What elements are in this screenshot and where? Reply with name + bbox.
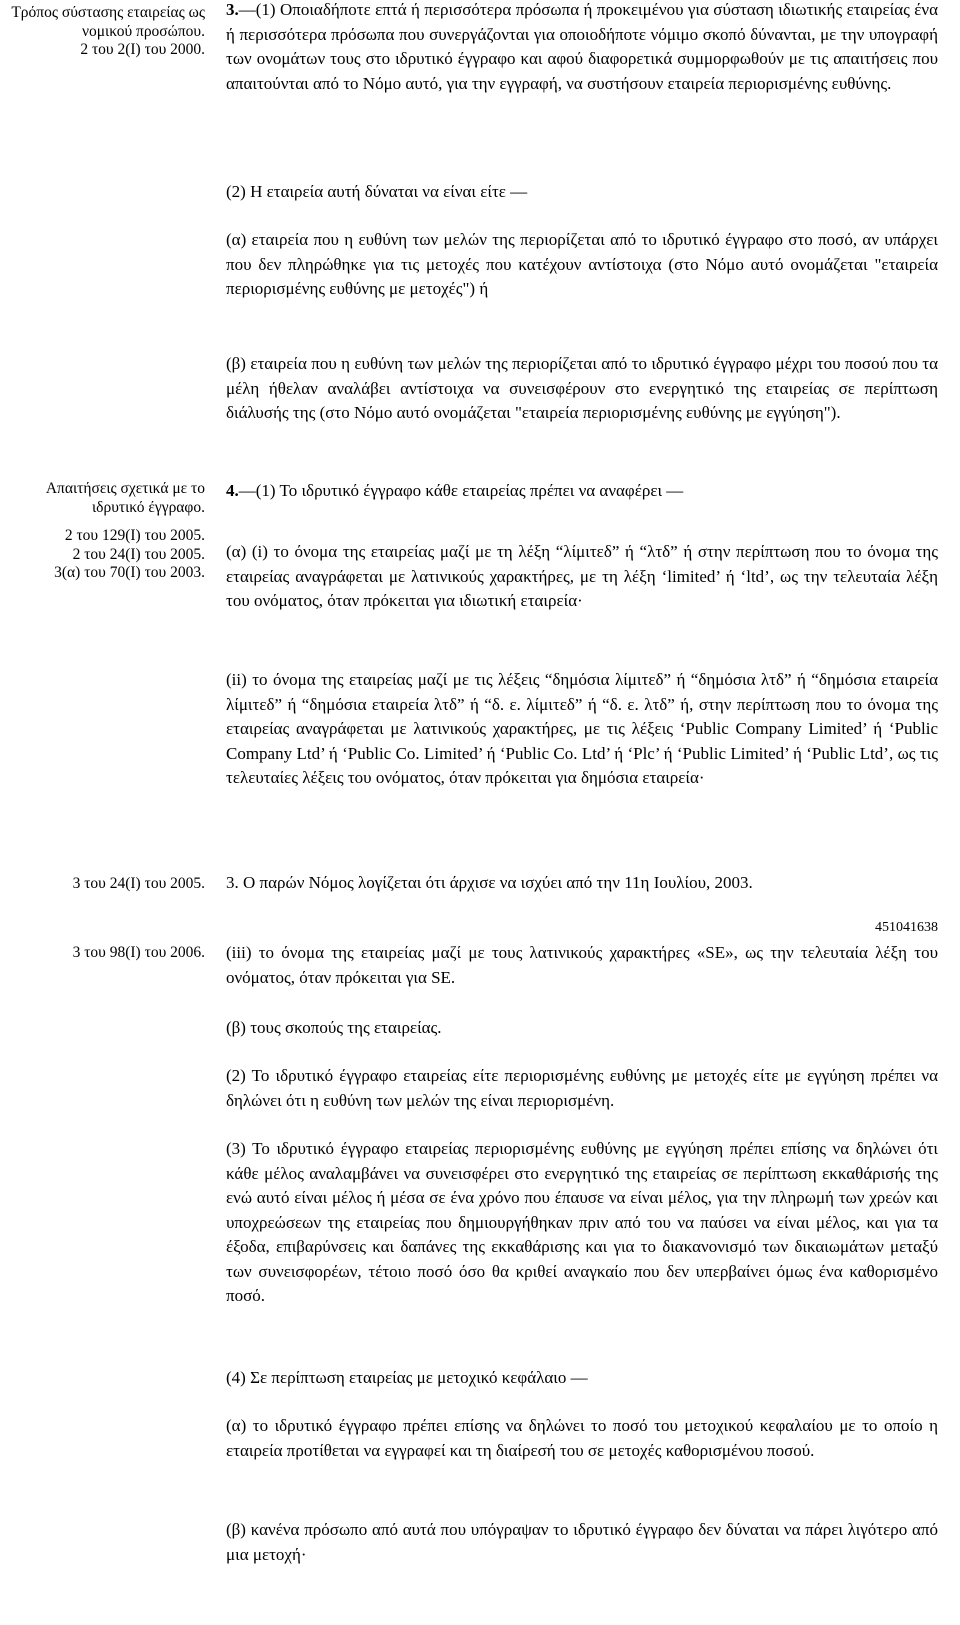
paragraph-text: —(1) Οποιαδήποτε επτά ή περισσότερα πρόσωπα ή προκειμένου για σύσταση ιδιωτικής εταιρείας ένα ή περισσότερα πρόσωπα που συνεργάζονται για οποιοδήποτε νόμιμο σκοπό δύνανται, με την υπογραφή των ονομάτων τους στο ιδρυτικό έγγραφο και αφού διαφορετικά συμμορφωθούν με τις απαιτήσεις που απαιτούνται από το Νόμο αυτό, για την εγγραφή, να συστήσουν εταιρεία περιορισμένης ευθύνης. bbox=[226, 0, 938, 93]
section-3-item-a: (α) εταιρεία που η ευθύνη των μελών της περιορίζεται από το ιδρυτικό έγγραφο στο ποσό, αν υπάρχει που δεν πληρώθηκε για τις μετοχές που κατέχουν αντίστοιχα (στο Νόμο αυτό ονομάζεται "εταιρεία περιορισμένης ευθύνης με μετοχές") ή bbox=[226, 230, 938, 298]
paragraph-text: —(1) Το ιδρυτικό έγγραφο κάθε εταιρείας πρέπει να αναφέρει — bbox=[238, 481, 684, 500]
margin-note-reference: 3(α) του 70(Ι) του 2003. bbox=[54, 564, 205, 581]
section-number: 4. bbox=[226, 481, 239, 500]
section-3-paragraph-2: (2) Η εταιρεία αυτή δύναται να είναι είτε — bbox=[226, 182, 528, 201]
commencement-note: 3. Ο παρών Νόμος λογίζεται ότι άρχισε να ισχύει από την 11η Ιουλίου, 2003. bbox=[226, 873, 753, 892]
section-4-paragraph-2: (2) Το ιδρυτικό έγγραφο εταιρείας είτε περιορισμένης ευθύνης με μετοχές είτε με εγγύηση πρέπει να δηλώνει ότι η ευθύνη των μελών της είναι περιορισμένη. bbox=[226, 1066, 938, 1110]
section-4-item-a-iii: (iii) το όνομα της εταιρείας μαζί με τους λατινικούς χαρακτήρες «SE», ως την τελευταία λέξη του ονόματος, όταν πρόκειται για SE. bbox=[226, 943, 938, 987]
section-3-item-b: (β) εταιρεία που η ευθύνη των μελών της περιορίζεται από το ιδρυτικό έγγραφο μέχρι του ποσού που τα μέλη ήθελαν αναλάβει αντίστοιχα να συνεισφέρουν στο ενεργητικό της εταιρείας σε περίπτωση διάλυσής της (στο Νόμο αυτό ονομάζεται "εταιρεία περιορισμένης ευθύνης με εγγύηση"). bbox=[226, 354, 938, 422]
margin-note-heading: Τρόπος σύστασης εταιρείας ως νομικού προσώπου. bbox=[11, 4, 205, 40]
document-number: 451041638 bbox=[875, 920, 938, 935]
section-4-item-b: (β) τους σκοπούς της εταιρείας. bbox=[226, 1018, 442, 1037]
section-4-paragraph-4-item-b: (β) κανένα πρόσωπο από αυτά που υπόγραψαν το ιδρυτικό έγγραφο δεν δύναται να πάρει λιγότερο από μια μετοχή· bbox=[226, 1520, 938, 1564]
margin-note-company-formation bbox=[0, 4, 205, 60]
margin-note-reference: 2 του 24(Ι) του 2005. bbox=[72, 545, 205, 563]
margin-note-reference: 2 του 2(Ι) του 2000. bbox=[80, 41, 205, 58]
section-4-item-a-ii: (ii) το όνομα της εταιρείας μαζί με τις λέξεις “δημόσια λίμιτεδ” ή “δημόσια λτδ” ή “δημόσια εταιρεία λίμιτεδ” ή “δημόσια εταιρεία λτδ” ή “δ. ε. λίμιτεδ” ή “δ. ε. λτδ” ή, στην περίπτωση που το όνομα της εταιρείας αναγράφεται με λατινικούς χαρακτήρες, με τις λέξεις ‘Public Company Limited’ ή ‘Public Company Ltd’ ή ‘Public Co. Limited’ ή ‘Public Co. Ltd’ ή ‘Plc’ ή ‘Public Limited’ ή ‘Public Ltd’, ως τις τελευταίες λέξεις του ονόματος, όταν πρόκειται για δημόσια εταιρεία· bbox=[226, 670, 938, 787]
margin-note-memorandum-requirements bbox=[0, 480, 205, 583]
section-4-paragraph-1 bbox=[226, 479, 938, 504]
section-3-paragraph-1 bbox=[226, 0, 938, 96]
section-4-paragraph-4-item-a: (α) το ιδρυτικό έγγραφο πρέπει επίσης να δηλώνει το ποσό του μετοχικού κεφαλαίου με το οποίο η εταιρεία προτίθεται να εγγραφεί και τη διαίρεσή του σε μετοχές καθορισμένου ποσού. bbox=[226, 1416, 938, 1460]
margin-note-heading: Απαιτήσεις σχετικά με το ιδρυτικό έγγραφο. bbox=[45, 480, 205, 516]
section-4-paragraph-4: (4) Σε περίπτωση εταιρείας με μετοχικό κεφάλαιο — bbox=[226, 1368, 588, 1387]
margin-note-reference: 3 του 24(Ι) του 2005. bbox=[72, 875, 205, 892]
section-4-item-a-i: (α) (i) το όνομα της εταιρείας μαζί με τη λέξη “λίμιτεδ” ή “λτδ” ή στην περίπτωση που το όνομα της εταιρείας αναγράφεται με λατινικούς χαρακτήρες, με τη λέξη ‘limited’ ή ‘ltd’, ως την τελευταία λέξη του ονόματος, όταν πρόκειται για ιδιωτική εταιρεία· bbox=[226, 542, 938, 610]
margin-note-reference: 3 του 98(Ι) του 2006. bbox=[72, 944, 205, 961]
section-number: 3. bbox=[226, 0, 239, 19]
section-4-paragraph-3: (3) Το ιδρυτικό έγγραφο εταιρείας περιορισμένης ευθύνης με εγγύηση πρέπει επίσης να δηλώνει ότι κάθε μέλος αναλαμβάνει να συνεισφέρει στο ενεργητικό της εταιρείας σε περίπτωση εκκαθάρισής της ενώ αυτό είναι μέλος ή μέσα σε ένα χρόνο που έπαυσε να είναι μέλος, για την πληρωμή των χρεών και υποχρεώσεων της εταιρείας που δημιουργήθηκαν πριν από του να παύσει να είναι μέλος, και για τα έξοδα, επιβαρύνσεις και δαπάνες της εκκαθάρισης και για το διακανονισμό των δικαιωμάτων μεταξύ των συνεισφορέων, τέτοιο ποσό όσο θα κριθεί αναγκαίο που δεν υπερβαίνει όμως ένα καθορισμένο ποσό. bbox=[226, 1139, 938, 1305]
margin-note-reference: 2 του 129(Ι) του 2005. bbox=[64, 527, 205, 544]
